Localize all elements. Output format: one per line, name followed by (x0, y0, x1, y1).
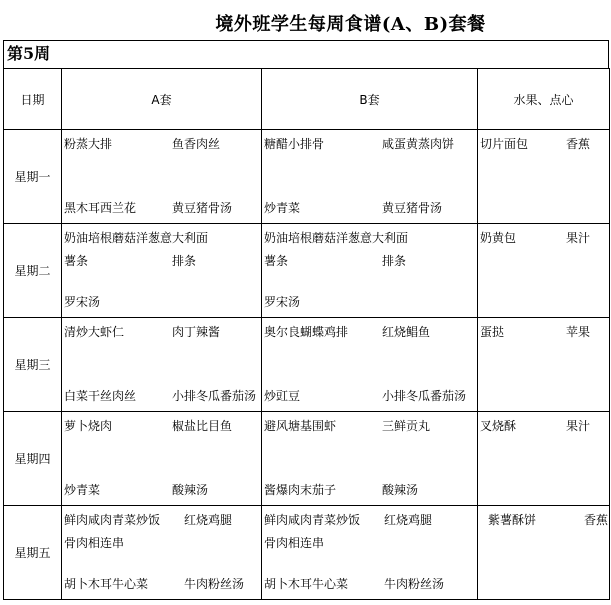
dish-item: 避风塘基围虾 (264, 419, 337, 433)
dish-item: 黄豆猪骨汤 (382, 201, 443, 215)
dish-item: 果汁 (566, 231, 591, 245)
dish-item: 罗宋汤 (264, 295, 301, 309)
dish-item: 小排冬瓜番茄汤 (172, 389, 257, 403)
day-label: 星期二 (4, 224, 62, 318)
dish-item: 薯条 (264, 254, 289, 268)
dish-item: 骨肉相连串 (264, 536, 325, 550)
menu-cell-b (262, 224, 478, 318)
menu-cell-fruit (478, 130, 610, 224)
dish-item: 叉烧酥 (480, 419, 517, 433)
dish-item: 果汁 (566, 419, 591, 433)
dish-item: 萝卜烧肉 (64, 419, 113, 433)
menu-cell-a (62, 318, 262, 412)
dish-item: 胡卜木耳牛心菜 (64, 577, 149, 591)
dish-item: 炒豇豆 (264, 389, 301, 403)
day-label: 星期三 (4, 318, 62, 412)
dish-item: 鲜肉咸肉青菜炒饭 (264, 513, 361, 527)
dish-item: 牛肉粉丝汤 (184, 577, 245, 591)
dish-item: 奶油培根蘑菇洋葱意大利面 (64, 231, 209, 245)
dish-item: 鱼香肉丝 (172, 137, 221, 151)
menu-cell-b (262, 130, 478, 224)
dish-item: 罗宋汤 (64, 295, 101, 309)
dish-item: 椒盐比目鱼 (172, 419, 233, 433)
dish-item: 红烧鲳鱼 (382, 325, 431, 339)
dish-item: 黑木耳西兰花 (64, 201, 137, 215)
dish-item: 清炒大虾仁 (64, 325, 125, 339)
dish-item: 肉丁辣酱 (172, 325, 221, 339)
dish-item: 蛋挞 (480, 325, 505, 339)
day-row (4, 318, 610, 412)
menu-cell-b (262, 506, 478, 600)
dish-item: 酸辣汤 (172, 483, 209, 497)
dish-item: 鲜肉咸肉青菜炒饭 (64, 513, 161, 527)
dish-item: 奶油培根蘑菇洋葱意大利面 (264, 231, 409, 245)
dish-item: 香蕉 (584, 513, 609, 527)
menu-cell-a (62, 130, 262, 224)
dish-item: 酸辣汤 (382, 483, 419, 497)
dish-item: 骨肉相连串 (64, 536, 125, 550)
dish-item: 粉蒸大排 (64, 137, 113, 151)
dish-item: 胡卜木耳牛心菜 (264, 577, 349, 591)
day-label: 星期一 (4, 130, 62, 224)
dish-item: 炒青菜 (64, 483, 101, 497)
dish-item: 咸蛋黄蒸肉饼 (382, 137, 455, 151)
dish-item: 黄豆猪骨汤 (172, 201, 233, 215)
header-b-set: B套 (262, 69, 478, 130)
dish-item: 酱爆肉末茄子 (264, 483, 337, 497)
dish-item: 牛肉粉丝汤 (384, 577, 445, 591)
dish-item: 香蕉 (566, 137, 591, 151)
dish-item: 苹果 (566, 325, 591, 339)
dish-item: 炒青菜 (264, 201, 301, 215)
menu-cell-fruit (478, 506, 610, 600)
dish-item: 白菜干丝肉丝 (64, 389, 137, 403)
dish-item: 切片面包 (480, 137, 529, 151)
page-title: 境外班学生每周食谱(A、B)套餐 (215, 14, 486, 35)
header-row (4, 69, 610, 130)
dish-item: 小排冬瓜番茄汤 (382, 389, 467, 403)
dish-item: 薯条 (64, 254, 89, 268)
day-row (4, 130, 610, 224)
day-label: 星期四 (4, 412, 62, 506)
menu-cell-b (262, 318, 478, 412)
day-row (4, 506, 610, 600)
menu-cell-fruit (478, 412, 610, 506)
day-row (4, 224, 610, 318)
day-row (4, 412, 610, 506)
dish-item: 红烧鸡腿 (184, 513, 233, 527)
dish-item: 排条 (172, 254, 197, 268)
header-a-set: A套 (62, 69, 262, 130)
dish-item: 排条 (382, 254, 407, 268)
dish-item: 红烧鸡腿 (384, 513, 433, 527)
dish-item: 三鲜贡丸 (382, 419, 431, 433)
week-label: 第5周 (3, 40, 609, 68)
menu-cell-a (62, 506, 262, 600)
header-date: 日期 (4, 69, 62, 130)
dish-item: 糖醋小排骨 (264, 137, 325, 151)
dish-item: 奶黄包 (480, 231, 517, 245)
menu-cell-b (262, 412, 478, 506)
menu-table (3, 68, 610, 600)
menu-cell-fruit (478, 224, 610, 318)
menu-cell-a (62, 224, 262, 318)
menu-cell-fruit (478, 318, 610, 412)
header-fruit: 水果、点心 (478, 69, 610, 130)
dish-item: 奥尔良蝴蝶鸡排 (264, 325, 349, 339)
dish-item: 紫薯酥饼 (488, 513, 537, 527)
menu-cell-a (62, 412, 262, 506)
day-label: 星期五 (4, 506, 62, 600)
